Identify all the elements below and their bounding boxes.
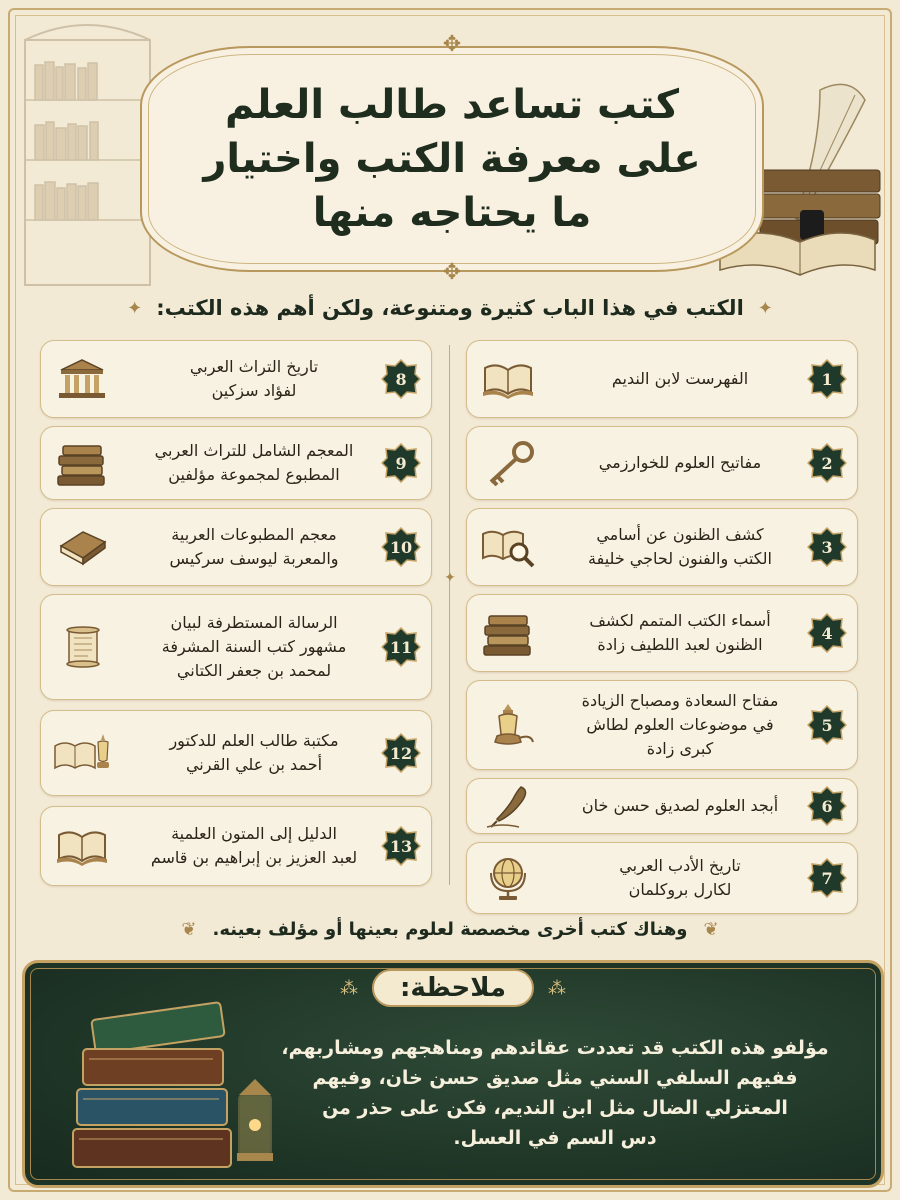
book-title-line: المطبوع لمجموعة مؤلفين: [168, 465, 340, 484]
note-panel: [22, 960, 884, 1188]
book-title-line: تاريخ التراث العربي: [189, 357, 319, 376]
book-title-line: لمحمد بن جعفر الكتاني: [176, 661, 332, 680]
number-badge: [807, 786, 847, 826]
footer-row: [100, 912, 800, 946]
ornament-icon: ❦: [703, 918, 719, 940]
badge-number: 2: [821, 453, 833, 473]
book-card-8: [40, 340, 432, 418]
book-title-line: الفهرست لابن النديم: [611, 369, 749, 388]
ornament-icon: ❦: [181, 918, 197, 940]
book-card-3: [466, 508, 858, 586]
note-line: دس السم في العسل.: [453, 1127, 657, 1149]
book-card-10: [40, 508, 432, 586]
book-title-line: كبرى زادة: [646, 739, 714, 758]
ornament-icon: ⁂: [339, 977, 358, 999]
book-title-line: مفتاح السعادة ومصباح الزيادة: [581, 691, 779, 710]
number-badge: [807, 858, 847, 898]
ornament-icon: ✦: [757, 297, 773, 319]
note-line: المعتزلي الضال مثل ابن النديم، فكن على حذر من: [322, 1097, 788, 1119]
book-title-line: في موضوعات العلوم لطاش: [586, 715, 774, 734]
book-title-line: مفاتيح العلوم للخوارزمي: [598, 453, 762, 472]
number-badge: [381, 527, 421, 567]
footer-text: وهناك كتب أخرى مخصصة لعلوم بعينها أو مؤلف بعينه.: [212, 918, 688, 940]
ornament-icon: ✦: [127, 297, 143, 319]
book-title-line: لفؤاد سزكين: [211, 381, 297, 400]
book-title-line: معجم المطبوعات العربية: [171, 525, 337, 544]
top-ornament-icon: ✥: [442, 32, 462, 57]
number-badge: [381, 826, 421, 866]
book-title-line: أسماء الكتب المتمم لكشف: [589, 611, 771, 630]
book-stack-icon: [479, 610, 537, 656]
book-title-line: لعبد العزيز بن إبراهيم بن قاسم: [150, 848, 358, 867]
number-badge: [807, 613, 847, 653]
badge-number: 3: [821, 537, 833, 557]
ornament-icon: ⁂: [548, 977, 567, 999]
book-card-9: [40, 426, 432, 500]
number-badge: [381, 359, 421, 399]
quill-icon: [479, 783, 537, 829]
number-badge: [381, 733, 421, 773]
book-title-line: الرسالة المستطرفة لبيان: [170, 613, 338, 632]
subtitle-row: [60, 290, 840, 326]
number-badge: [381, 627, 421, 667]
number-badge: [807, 705, 847, 745]
note-line: مؤلفو هذه الكتب قد تعددت عقائدهم ومناهجهم ومشاربهم،: [281, 1037, 829, 1059]
book-magnifier-icon: [479, 524, 537, 570]
book-card-11: [40, 594, 432, 700]
badge-number: 8: [395, 369, 407, 389]
book-card-13: [40, 806, 432, 886]
badge-number: 12: [389, 743, 413, 763]
book-card-4: [466, 594, 858, 672]
badge-number: 5: [821, 715, 833, 735]
closed-book-icon: [53, 524, 111, 570]
book-title-line: مكتبة طالب العلم للدكتور: [169, 731, 339, 750]
number-badge: [381, 443, 421, 483]
key-icon: [479, 440, 537, 486]
book-card-6: [466, 778, 858, 834]
page-title-line-1: كتب تساعد طالب العلم: [225, 82, 679, 128]
book-title-line: المعجم الشامل للتراث العربي: [154, 441, 354, 460]
title-plaque: [140, 32, 764, 285]
open-book-icon: [53, 823, 111, 869]
book-title-line: لكارل بروكلمان: [628, 880, 732, 899]
note-title-wrap: [340, 969, 566, 1007]
globe-icon: [479, 855, 537, 901]
number-badge: [807, 443, 847, 483]
badge-number: 1: [821, 369, 833, 389]
book-title-line: كشف الظنون عن أسامي: [596, 525, 764, 544]
oil-lamp-icon: [479, 702, 537, 748]
book-title-line: الدليل إلى المتون العلمية: [171, 824, 337, 843]
book-title-line: أحمد بن علي القرني: [185, 755, 323, 774]
bottom-ornament-icon: ✥: [442, 260, 462, 285]
badge-number: 6: [821, 796, 833, 816]
book-card-7: [466, 842, 858, 914]
bookshelf-illustration: [20, 20, 155, 290]
book-title-line: الظنون لعبد اللطيف زادة: [597, 635, 763, 654]
note-text: [265, 1033, 845, 1153]
book-card-5: [466, 680, 858, 770]
book-title-line: والمعربة ليوسف سركيس: [169, 549, 339, 568]
note-title: ملاحظة:: [372, 969, 534, 1007]
badge-number: 13: [389, 836, 413, 856]
book-stack-lantern-illustration: [53, 983, 283, 1183]
open-book-icon: [479, 356, 537, 402]
book-card-1: [466, 340, 858, 418]
subtitle: الكتب في هذا الباب كثيرة ومتنوعة، ولكن أهم هذه الكتب:: [156, 296, 744, 320]
badge-number: 4: [821, 623, 833, 643]
number-badge: [807, 359, 847, 399]
badge-number: 7: [821, 868, 833, 888]
book-title-line: مشهور كتب السنة المشرفة: [161, 637, 347, 656]
note-line: ففيهم السلفي السني مثل صديق حسن خان، وفيهم: [312, 1067, 798, 1089]
divider-ornament-icon: ✦: [444, 570, 456, 586]
badge-number: 11: [389, 637, 413, 657]
number-badge: [807, 527, 847, 567]
badge-number: 10: [389, 537, 413, 557]
book-title-line: تاريخ الأدب العربي: [619, 856, 741, 875]
book-lamp-icon: [53, 730, 111, 776]
scroll-icon: [53, 624, 111, 670]
page-title-line-3: ما يحتاجه منها: [312, 190, 592, 236]
book-card-2: [466, 426, 858, 500]
page-title-line-2: على معرفة الكتب واختيار: [203, 136, 701, 182]
column-divider: [449, 345, 450, 885]
book-title-line: أبجد العلوم لصديق حسن خان: [581, 796, 779, 815]
book-card-12: [40, 710, 432, 796]
book-stack-icon: [53, 440, 111, 486]
book-title-line: الكتب والفنون لحاجي خليفة: [588, 549, 772, 568]
badge-number: 9: [395, 453, 407, 473]
library-building-icon: [53, 356, 111, 402]
